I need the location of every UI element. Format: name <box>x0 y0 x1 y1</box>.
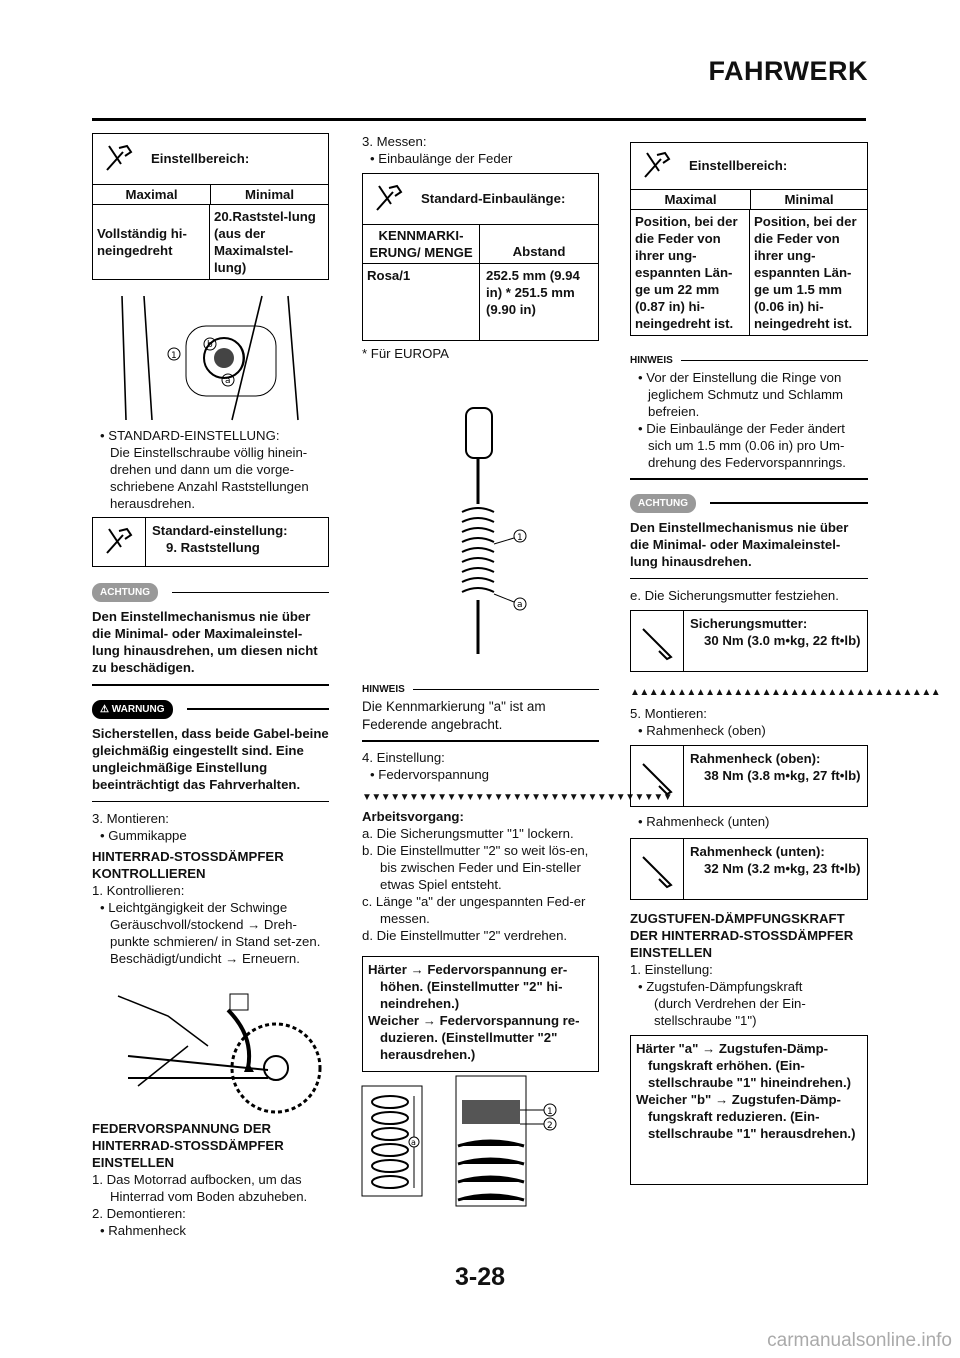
list-item: • Gummikappe <box>100 828 187 843</box>
svg-text:a: a <box>225 376 231 386</box>
min-value: 20.Raststel-lung (aus der Maximalstel-lung) <box>214 209 316 275</box>
list-item: • Federvorspannung <box>370 766 489 782</box>
list-item: • Rahmenheck (unten) <box>638 814 770 829</box>
svg-text:a: a <box>517 600 523 610</box>
column-2 <box>362 133 599 362</box>
fork-adjuster-figure <box>112 296 302 420</box>
svg-text:1: 1 <box>171 351 177 361</box>
column-1-body <box>92 427 329 967</box>
list-item: • Die Einbaulänge der Feder ändert sich um 1.5 mm (0.06 in) pro Um-drehung des Federvorspannrings. <box>638 421 846 470</box>
wrench-icon <box>93 518 146 566</box>
step-text: 4. Einstellung: <box>362 749 445 765</box>
col-max: Maximal <box>631 190 751 209</box>
section-heading: ZUGSTUFEN-DÄMPFUNGSKRAFT DER HINTERRAD-STOSSDÄMPFER EINSTELLEN <box>630 911 854 960</box>
adjust-info-box <box>362 956 599 1072</box>
warnung-badge: ⚠ WARNUNG <box>92 700 173 719</box>
torque-wrench-icon <box>631 611 684 671</box>
einbaulaenge-table <box>362 173 599 341</box>
svg-text:1: 1 <box>517 533 523 543</box>
list-item: • Rahmenheck <box>100 1223 186 1238</box>
max-value: Vollständig hi-neingedreht <box>93 205 210 279</box>
box-text: Härter → Federvorspannung er-höhen. (Einstellmutter "2" hi-neindrehen.) <box>368 961 568 1011</box>
list-item: • STANDARD-EINSTELLUNG: <box>100 428 280 443</box>
step-text: d. Die Einstellmutter "2" verdrehen. <box>362 927 568 943</box>
list-item: • Leichtgängigkeit der Schwinge <box>100 900 288 915</box>
spec-title: Rahmenheck (unten): <box>690 844 825 859</box>
achtung-badge: ACHTUNG <box>92 583 158 602</box>
step-text: 1. Einstellung: <box>630 962 713 977</box>
wrench-icon <box>363 174 415 224</box>
achtung-badge: ACHTUNG <box>630 494 696 513</box>
warnung-text: Sicherstellen, dass beide Gabel-beine gleichmäßig eingestellt sind. Eine ungleichmäßige Einstellung beeinträchtigt das Fahrverhalten. <box>92 725 329 792</box>
hinweis-label: HINWEIS <box>630 355 673 366</box>
step-text: 5. Montieren: <box>630 706 707 721</box>
step-detail: Beschädigt/undicht → Erneuern. <box>110 951 300 966</box>
spec-title: Rahmenheck (oben): <box>690 751 821 766</box>
step-text: 2. Demontieren: <box>92 1206 186 1221</box>
step-text: 1. Das Motorrad aufbocken, um das Hinterrad vom Boden abzuheben. <box>92 1172 308 1204</box>
list-item: • Einbaulänge der Feder <box>370 151 513 166</box>
step-text: e. Die Sicherungsmutter festziehen. <box>630 588 839 603</box>
spec-value: 32 Nm (3.2 m•kg, 23 ft•lb) <box>704 861 861 876</box>
spec-value: 38 Nm (3.8 m•kg, 27 ft•lb) <box>704 768 861 783</box>
column-1 <box>92 133 329 280</box>
cell: 252.5 mm (9.94 in) * 251.5 mm (9.90 in) <box>486 268 580 317</box>
spec-box-sicherungsmutter <box>630 610 868 672</box>
svg-text:2: 2 <box>547 1121 553 1131</box>
step-detail: (durch Verdrehen der Ein-stellschraube "1") <box>654 996 806 1028</box>
torque-wrench-icon <box>631 746 684 806</box>
page-title: FAHRWERK <box>708 56 868 86</box>
spec-value: 9. Raststellung <box>166 540 260 555</box>
step-text: 3. Montieren: <box>92 811 169 826</box>
einstellbereich-table <box>92 133 329 280</box>
hinweis-text: Die Kennmarkierung "a" ist am Federende angebracht. <box>362 699 546 732</box>
box-text: Härter "a" → Zugstufen-Dämp-fungskraft erhöhen. (Ein-stellschraube "1" hineindrehen.) <box>636 1041 852 1090</box>
box-text: Weicher "b" → Zugstufen-Dämp-fungskraft reduzieren. (Ein-stellschraube "1" herausdrehen.) <box>636 1092 856 1141</box>
step-text: a. Die Sicherungsmutter "1" lockern. <box>362 825 574 841</box>
spec-title: Sicherungsmutter: <box>690 616 808 631</box>
list-item: • Zugstufen-Dämpfungskraft <box>638 979 803 994</box>
svg-text:a: a <box>411 1138 416 1147</box>
page-number: 3-28 <box>454 1263 506 1291</box>
wrench-icon <box>93 134 145 184</box>
standard-text: Die Einstellschraube völlig hinein-drehen und dann um die vorge-schriebene Anzahl Raststellungen herausdrehen. <box>110 445 309 511</box>
step-text: 1. Kontrollieren: <box>92 883 185 898</box>
step-text: c. Länge "a" der ungespannten Fed-er messen. <box>362 893 586 926</box>
table-header: Einstellbereich: <box>151 151 250 166</box>
cell: Rosa/1 <box>363 264 480 340</box>
col-min: Minimal <box>784 192 834 207</box>
watermark: carmanualsonline.info <box>767 1330 952 1351</box>
footnote: * Für EUROPA <box>362 346 449 361</box>
rebound-info-box <box>630 1035 868 1185</box>
achtung-text: Den Einstellmechanismus nie über die Minimal- oder Maximaleinstel-lung hinausdrehen. <box>630 519 849 569</box>
col-header: KENNMARKI-ERUNG/ MENGE <box>363 225 480 263</box>
section-heading: FEDERVORSPANNUNG DER HINTERRAD-STOSSDÄMPFER EINSTELLEN <box>92 1121 284 1170</box>
spec-value: 30 Nm (3.0 m•kg, 22 ft•lb) <box>704 633 861 648</box>
spring-adjuster-figure <box>362 1076 572 1206</box>
header-rule <box>92 118 866 121</box>
step-text: 3. Messen: <box>362 134 427 149</box>
triangle-divider: ▲▲▲▲▲▲▲▲▲▲▲▲▲▲▲▲▲▲▲▲▲▲▲▲▲▲▲▲▲▲▲▲▲ <box>630 687 941 698</box>
achtung-text: Den Einstellmechanismus nie über die Minimal- oder Maximaleinstel-lung hinausdrehen, um diesen nicht zu beschädigen. <box>92 609 318 675</box>
svg-text:b: b <box>207 340 213 350</box>
step-text: b. Die Einstellmutter "2" so weit lös-en, bis zwischen Feder und Ein-steller etwas Spiel entsteht. <box>362 842 589 892</box>
svg-text:1: 1 <box>547 1107 553 1117</box>
step-detail: Geräuschvoll/stockend → Dreh-punkte schmieren/ in Stand set-zen. <box>110 917 321 949</box>
box-text: Weicher → Federvorspannung re-duzieren. (Einstellmutter "2" herausdrehen.) <box>368 1012 580 1062</box>
spec-box-rahmenheck-oben <box>630 745 868 807</box>
min-value: Position, bei der die Feder von ihrer ung-espannten Län-ge um 1.5 mm (0.06 in) hi-neingedreht ist. <box>754 214 857 331</box>
swingarm-figure <box>108 986 328 1112</box>
section-heading: HINTERRAD-STOSSDÄMPFER KONTROLLIEREN <box>92 849 284 881</box>
list-item: • Vor der Einstellung die Ringe von jeglichem Schmutz und Schlamm befreien. <box>638 370 843 419</box>
spec-box-rahmenheck-unten <box>630 838 868 900</box>
table-header: Standard-Einbaulänge: <box>421 191 566 206</box>
wrench-icon <box>631 143 683 189</box>
list-item: • Rahmenheck (oben) <box>638 723 766 738</box>
shock-spring-figure <box>456 404 546 664</box>
col-max: Maximal <box>93 185 211 204</box>
spec-box-standard <box>92 517 329 567</box>
col-min: Minimal <box>244 187 295 202</box>
max-value: Position, bei der die Feder von ihrer ung-espannten Län-ge um 22 mm (0.87 in) hi-neingedreht ist. <box>631 210 750 335</box>
column-1-tail <box>92 1120 332 1239</box>
spec-title: Standard-einstellung: <box>152 523 288 538</box>
einstellbereich-table-2 <box>630 142 868 336</box>
col-header: Abstand <box>512 244 566 259</box>
triangle-divider: ▼▼▼▼▼▼▼▼▼▼▼▼▼▼▼▼▼▼▼▼▼▼▼▼▼▼▼▼▼▼▼▼▼ <box>362 791 673 803</box>
torque-wrench-icon <box>631 839 684 899</box>
column-3 <box>630 142 941 1185</box>
hinweis-label: HINWEIS <box>362 684 405 695</box>
section-heading: Arbeitsvorgang: <box>362 808 464 824</box>
table-header: Einstellbereich: <box>689 158 788 173</box>
